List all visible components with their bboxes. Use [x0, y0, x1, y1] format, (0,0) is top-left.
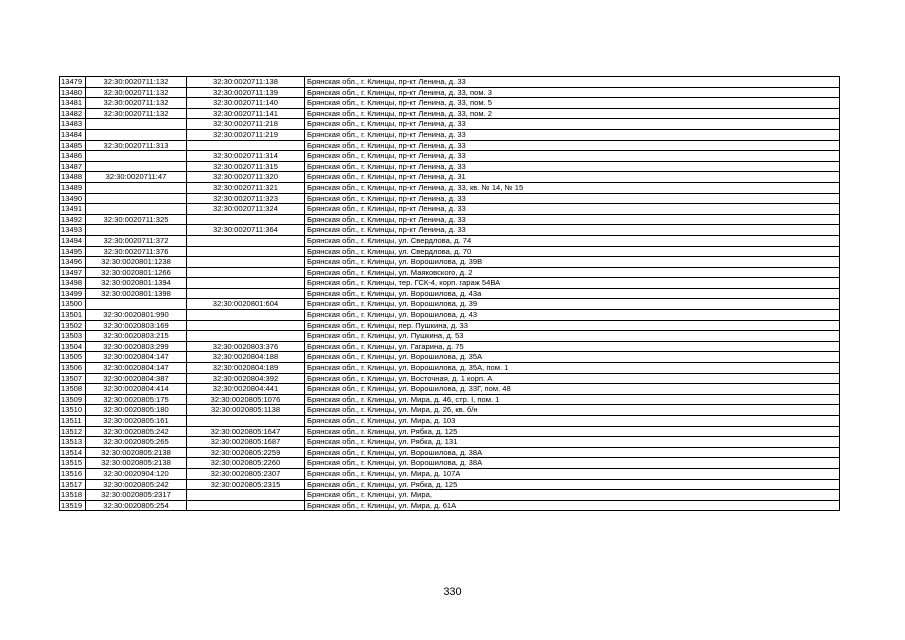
table-row — [60, 151, 840, 162]
table-row — [60, 267, 840, 278]
cadastral-number-cell — [187, 257, 305, 268]
address-cell: Брянская обл., г. Клинцы, ул. Мира, — [305, 490, 840, 501]
parent-cadastral-number-cell — [86, 299, 187, 310]
parent-cadastral-number-cell: 32:30:0020803:215 — [86, 331, 187, 342]
parent-cadastral-number-cell: 32:30:0020801:990 — [86, 310, 187, 321]
cadastral-number-cell — [187, 214, 305, 225]
parent-cadastral-number-cell: 32:30:0020805:265 — [86, 437, 187, 448]
parent-cadastral-number-cell: 32:30:0020711:376 — [86, 246, 187, 257]
parent-cadastral-number-cell — [86, 182, 187, 193]
table-row — [60, 108, 840, 119]
row-number-cell: 13503 — [60, 331, 86, 342]
table-row — [60, 119, 840, 130]
row-number-cell: 13517 — [60, 479, 86, 490]
parent-cadastral-number-cell — [86, 193, 187, 204]
cadastral-number-cell: 32:30:0020805:2315 — [187, 479, 305, 490]
parent-cadastral-number-cell: 32:30:0020804:147 — [86, 363, 187, 374]
address-cell: Брянская обл., г. Клинцы, пр-кт Ленина, д. 33 — [305, 204, 840, 215]
parent-cadastral-number-cell: 32:30:0020805:242 — [86, 479, 187, 490]
parent-cadastral-number-cell: 32:30:0020801:1238 — [86, 257, 187, 268]
row-number-cell: 13483 — [60, 119, 86, 130]
address-cell: Брянская обл., г. Клинцы, пр-кт Ленина, д. 33 — [305, 129, 840, 140]
parent-cadastral-number-cell: 32:30:0020904:120 — [86, 468, 187, 479]
row-number-cell: 13519 — [60, 500, 86, 511]
row-number-cell: 13488 — [60, 172, 86, 183]
parent-cadastral-number-cell: 32:30:0020803:169 — [86, 320, 187, 331]
table-row — [60, 331, 840, 342]
address-cell: Брянская обл., г. Клинцы, ул. Мира, д. 46, стр. I, пом. 1 — [305, 394, 840, 405]
address-cell: Брянская обл., г. Клинцы, ул. Ворошилова, д. 39 — [305, 299, 840, 310]
address-cell: Брянская обл., г. Клинцы, пер. Пушкина, д. 33 — [305, 320, 840, 331]
table-row — [60, 426, 840, 437]
cadastral-number-cell: 32:30:0020804:392 — [187, 373, 305, 384]
row-number-cell: 13500 — [60, 299, 86, 310]
address-cell: Брянская обл., г. Клинцы, пр-кт Ленина, д. 33 — [305, 225, 840, 236]
table-row — [60, 278, 840, 289]
register-table-wrapper — [59, 76, 840, 511]
parent-cadastral-number-cell — [86, 151, 187, 162]
cadastral-number-cell: 32:30:0020711:141 — [187, 108, 305, 119]
page-number: 330 — [443, 586, 462, 598]
cadastral-number-cell — [187, 500, 305, 511]
address-cell: Брянская обл., г. Клинцы, пр-кт Ленина, д. 33, пом. 2 — [305, 108, 840, 119]
address-cell: Брянская обл., г. Клинцы, ул. Восточная, д. 1 корп. А — [305, 373, 840, 384]
address-cell: Брянская обл., г. Клинцы, пр-кт Ленина, д. 33, пом. 3 — [305, 87, 840, 98]
table-row — [60, 299, 840, 310]
address-cell: Брянская обл., г. Клинцы, ул. Мира, д. 26, кв. б/н — [305, 405, 840, 416]
parent-cadastral-number-cell — [86, 204, 187, 215]
parent-cadastral-number-cell: 32:30:0020711:132 — [86, 108, 187, 119]
row-number-cell: 13481 — [60, 98, 86, 109]
row-number-cell: 13508 — [60, 384, 86, 395]
cadastral-number-cell — [187, 140, 305, 151]
cadastral-number-cell: 32:30:0020711:139 — [187, 87, 305, 98]
parent-cadastral-number-cell: 32:30:0020711:313 — [86, 140, 187, 151]
table-row — [60, 320, 840, 331]
table-row — [60, 468, 840, 479]
cadastral-number-cell: 32:30:0020805:1076 — [187, 394, 305, 405]
cadastral-number-cell — [187, 267, 305, 278]
parent-cadastral-number-cell: 32:30:0020711:372 — [86, 235, 187, 246]
cadastral-number-cell: 32:30:0020805:1138 — [187, 405, 305, 416]
table-row — [60, 405, 840, 416]
cadastral-number-cell: 32:30:0020711:219 — [187, 129, 305, 140]
row-number-cell: 13494 — [60, 235, 86, 246]
table-row — [60, 182, 840, 193]
row-number-cell: 13518 — [60, 490, 86, 501]
parent-cadastral-number-cell: 32:30:0020805:2317 — [86, 490, 187, 501]
address-cell: Брянская обл., г. Клинцы, ул. Ворошилова, д. 43 — [305, 310, 840, 321]
table-row — [60, 352, 840, 363]
row-number-cell: 13502 — [60, 320, 86, 331]
cadastral-number-cell — [187, 278, 305, 289]
address-cell: Брянская обл., г. Клинцы, пр-кт Ленина, д. 33 — [305, 214, 840, 225]
parent-cadastral-number-cell: 32:30:0020801:1394 — [86, 278, 187, 289]
row-number-cell: 13498 — [60, 278, 86, 289]
parent-cadastral-number-cell — [86, 161, 187, 172]
parent-cadastral-number-cell: 32:30:0020804:387 — [86, 373, 187, 384]
cadastral-number-cell: 32:30:0020711:314 — [187, 151, 305, 162]
table-row — [60, 204, 840, 215]
cadastral-number-cell: 32:30:0020711:320 — [187, 172, 305, 183]
table-row — [60, 437, 840, 448]
cadastral-number-cell: 32:30:0020804:189 — [187, 363, 305, 374]
parent-cadastral-number-cell: 32:30:0020805:254 — [86, 500, 187, 511]
row-number-cell: 13495 — [60, 246, 86, 257]
parent-cadastral-number-cell: 32:30:0020805:175 — [86, 394, 187, 405]
address-cell: Брянская обл., г. Клинцы, ул. Свердлова, д. 74 — [305, 235, 840, 246]
row-number-cell: 13512 — [60, 426, 86, 437]
address-cell: Брянская обл., г. Клинцы, ул. Мира, д. 107А — [305, 468, 840, 479]
table-row — [60, 373, 840, 384]
row-number-cell: 13493 — [60, 225, 86, 236]
cadastral-number-cell — [187, 235, 305, 246]
register-table — [59, 76, 840, 511]
table-row — [60, 394, 840, 405]
row-number-cell: 13492 — [60, 214, 86, 225]
parent-cadastral-number-cell: 32:30:0020801:1398 — [86, 288, 187, 299]
table-row — [60, 288, 840, 299]
parent-cadastral-number-cell: 32:30:0020805:161 — [86, 416, 187, 427]
table-row — [60, 235, 840, 246]
row-number-cell: 13482 — [60, 108, 86, 119]
table-row — [60, 458, 840, 469]
table-row — [60, 140, 840, 151]
row-number-cell: 13489 — [60, 182, 86, 193]
address-cell: Брянская обл., г. Клинцы, ул. Ворошилова, д. 38А — [305, 447, 840, 458]
address-cell: Брянская обл., г. Клинцы, ул. Ворошилова, д. 33Г, пом. 48 — [305, 384, 840, 395]
parent-cadastral-number-cell: 32:30:0020805:2138 — [86, 447, 187, 458]
cadastral-number-cell — [187, 331, 305, 342]
cadastral-number-cell: 32:30:0020711:315 — [187, 161, 305, 172]
row-number-cell: 13513 — [60, 437, 86, 448]
row-number-cell: 13497 — [60, 267, 86, 278]
address-cell: Брянская обл., г. Клинцы, пр-кт Ленина, д. 33, пом. 5 — [305, 98, 840, 109]
address-cell: Брянская обл., г. Клинцы, пр-кт Ленина, д. 33 — [305, 193, 840, 204]
row-number-cell: 13506 — [60, 363, 86, 374]
row-number-cell: 13491 — [60, 204, 86, 215]
parent-cadastral-number-cell: 32:30:0020801:1266 — [86, 267, 187, 278]
cadastral-number-cell: 32:30:0020711:324 — [187, 204, 305, 215]
cadastral-number-cell — [187, 320, 305, 331]
address-cell: Брянская обл., г. Клинцы, ул. Рябка, д. 131 — [305, 437, 840, 448]
row-number-cell: 13496 — [60, 257, 86, 268]
parent-cadastral-number-cell: 32:30:0020711:132 — [86, 87, 187, 98]
address-cell: Брянская обл., г. Клинцы, ул. Пушкина, д. 53 — [305, 331, 840, 342]
address-cell: Брянская обл., г. Клинцы, ул. Ворошилова, д. 38А — [305, 458, 840, 469]
row-number-cell: 13487 — [60, 161, 86, 172]
address-cell: Брянская обл., г. Клинцы, ул. Маяковского, д. 2 — [305, 267, 840, 278]
cadastral-number-cell: 32:30:0020804:441 — [187, 384, 305, 395]
cadastral-number-cell: 32:30:0020805:1647 — [187, 426, 305, 437]
row-number-cell: 13484 — [60, 129, 86, 140]
cadastral-number-cell: 32:30:0020711:218 — [187, 119, 305, 130]
cadastral-number-cell: 32:30:0020804:188 — [187, 352, 305, 363]
address-cell: Брянская обл., г. Клинцы, пр-кт Ленина, д. 33 — [305, 77, 840, 88]
cadastral-number-cell: 32:30:0020805:2307 — [187, 468, 305, 479]
table-row — [60, 257, 840, 268]
table-row — [60, 341, 840, 352]
cadastral-number-cell: 32:30:0020711:321 — [187, 182, 305, 193]
address-cell: Брянская обл., г. Клинцы, ул. Ворошилова, д. 35А, пом. 1 — [305, 363, 840, 374]
register-table-body — [60, 77, 840, 511]
table-row — [60, 479, 840, 490]
parent-cadastral-number-cell: 32:30:0020711:132 — [86, 98, 187, 109]
parent-cadastral-number-cell: 32:30:0020805:2138 — [86, 458, 187, 469]
address-cell: Брянская обл., г. Клинцы, пр-кт Ленина, д. 33 — [305, 119, 840, 130]
address-cell: Брянская обл., г. Клинцы, ул. Ворошилова, д. 39В — [305, 257, 840, 268]
row-number-cell: 13514 — [60, 447, 86, 458]
address-cell: Брянская обл., г. Клинцы, ул. Мира, д. 103 — [305, 416, 840, 427]
table-row — [60, 214, 840, 225]
row-number-cell: 13499 — [60, 288, 86, 299]
row-number-cell: 13510 — [60, 405, 86, 416]
cadastral-number-cell — [187, 490, 305, 501]
cadastral-number-cell: 32:30:0020711:323 — [187, 193, 305, 204]
row-number-cell: 13486 — [60, 151, 86, 162]
address-cell: Брянская обл., г. Клинцы, ул. Рябка, д. 125 — [305, 426, 840, 437]
address-cell: Брянская обл., г. Клинцы, ул. Ворошилова, д. 43а — [305, 288, 840, 299]
row-number-cell: 13516 — [60, 468, 86, 479]
cadastral-number-cell — [187, 288, 305, 299]
table-row — [60, 490, 840, 501]
row-number-cell: 13505 — [60, 352, 86, 363]
table-row — [60, 447, 840, 458]
row-number-cell: 13504 — [60, 341, 86, 352]
table-row — [60, 310, 840, 321]
address-cell: Брянская обл., г. Клинцы, ул. Рябка, д. 125 — [305, 479, 840, 490]
row-number-cell: 13479 — [60, 77, 86, 88]
parent-cadastral-number-cell — [86, 119, 187, 130]
parent-cadastral-number-cell: 32:30:0020803:299 — [86, 341, 187, 352]
parent-cadastral-number-cell: 32:30:0020804:147 — [86, 352, 187, 363]
cadastral-number-cell: 32:30:0020805:1687 — [187, 437, 305, 448]
row-number-cell: 13509 — [60, 394, 86, 405]
row-number-cell: 13507 — [60, 373, 86, 384]
table-row — [60, 193, 840, 204]
parent-cadastral-number-cell: 32:30:0020804:414 — [86, 384, 187, 395]
address-cell: Брянская обл., г. Клинцы, ул. Гагарина, д. 75 — [305, 341, 840, 352]
parent-cadastral-number-cell — [86, 129, 187, 140]
row-number-cell: 13515 — [60, 458, 86, 469]
parent-cadastral-number-cell: 32:30:0020711:132 — [86, 77, 187, 88]
address-cell: Брянская обл., г. Клинцы, пр-кт Ленина, д. 33, кв. № 14, № 15 — [305, 182, 840, 193]
cadastral-number-cell — [187, 310, 305, 321]
table-row — [60, 129, 840, 140]
cadastral-number-cell: 32:30:0020711:364 — [187, 225, 305, 236]
address-cell: Брянская обл., г. Клинцы, ул. Свердлова, д. 70 — [305, 246, 840, 257]
table-row — [60, 161, 840, 172]
table-row — [60, 77, 840, 88]
cadastral-number-cell: 32:30:0020801:604 — [187, 299, 305, 310]
table-row — [60, 416, 840, 427]
parent-cadastral-number-cell: 32:30:0020805:180 — [86, 405, 187, 416]
cadastral-number-cell: 32:30:0020805:2259 — [187, 447, 305, 458]
table-row — [60, 363, 840, 374]
address-cell: Брянская обл., г. Клинцы, пр-кт Ленина, д. 33 — [305, 140, 840, 151]
row-number-cell: 13480 — [60, 87, 86, 98]
row-number-cell: 13485 — [60, 140, 86, 151]
parent-cadastral-number-cell: 32:30:0020805:242 — [86, 426, 187, 437]
row-number-cell: 13490 — [60, 193, 86, 204]
table-row — [60, 98, 840, 109]
cadastral-number-cell — [187, 246, 305, 257]
address-cell: Брянская обл., г. Клинцы, пр-кт Ленина, д. 33 — [305, 151, 840, 162]
cadastral-number-cell: 32:30:0020711:138 — [187, 77, 305, 88]
address-cell: Брянская обл., г. Клинцы, пр-кт Ленина, д. 33 — [305, 161, 840, 172]
parent-cadastral-number-cell — [86, 225, 187, 236]
table-row — [60, 172, 840, 183]
address-cell: Брянская обл., г. Клинцы, пр-кт Ленина, д. 31 — [305, 172, 840, 183]
address-cell: Брянская обл., г. Клинцы, ул. Ворошилова, д. 35А — [305, 352, 840, 363]
table-row — [60, 246, 840, 257]
row-number-cell: 13501 — [60, 310, 86, 321]
parent-cadastral-number-cell: 32:30:0020711:325 — [86, 214, 187, 225]
table-row — [60, 87, 840, 98]
table-row — [60, 384, 840, 395]
cadastral-number-cell: 32:30:0020711:140 — [187, 98, 305, 109]
table-row — [60, 500, 840, 511]
cadastral-number-cell — [187, 416, 305, 427]
address-cell: Брянская обл., г. Клинцы, ул. Мира, д. 61А — [305, 500, 840, 511]
table-row — [60, 225, 840, 236]
cadastral-number-cell: 32:30:0020805:2260 — [187, 458, 305, 469]
parent-cadastral-number-cell: 32:30:0020711:47 — [86, 172, 187, 183]
row-number-cell: 13511 — [60, 416, 86, 427]
address-cell: Брянская обл., г. Клинцы, тер. ГСК-4, корп. гараж 54ВА — [305, 278, 840, 289]
cadastral-number-cell: 32:30:0020803:376 — [187, 341, 305, 352]
